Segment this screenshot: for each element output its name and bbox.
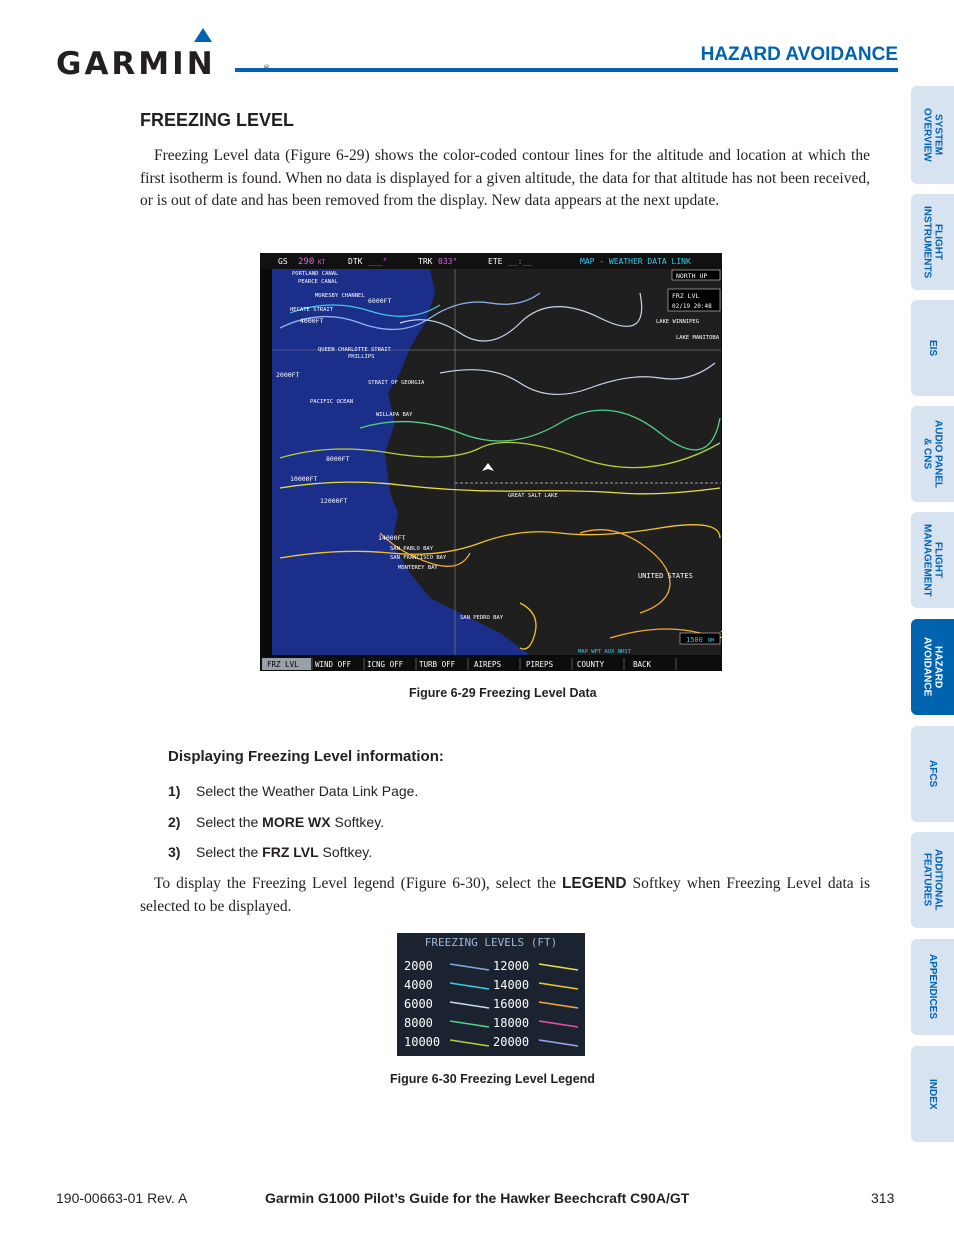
place-label: SAN PABLO BAY: [390, 546, 434, 552]
place-label: STRAIT OF GEORGIA: [368, 380, 425, 386]
intro-paragraph: Freezing Level data (Figure 6-29) shows the color-coded contour lines for the altitude and location at which the first isotherm is found. When no data is displayed for a given altitude, the data for that altitude has not been received, or is out of date and has been removed from the display. New data appears at the next update.: [140, 147, 870, 209]
map-range-unit: NM: [708, 638, 715, 644]
legend-value: 6000: [404, 997, 433, 1011]
tab-label: EIS: [927, 339, 938, 357]
gs-unit: KT: [318, 259, 326, 266]
contour-label: 4000FT: [300, 317, 324, 325]
place-label: LAKE WINNIPEG: [656, 319, 700, 325]
svg-text:NORTH UP: [676, 272, 707, 280]
tab-afcs[interactable]: [911, 726, 954, 822]
place-label: QUEEN CHARLOTTE STRAIT: [318, 347, 391, 353]
tab-system-overview[interactable]: [911, 86, 954, 184]
step-2: [168, 814, 384, 830]
contour-label: 14000FT: [378, 534, 406, 542]
legend-para-end: Softkey when Freezing Level data is selected to be displayed.: [140, 875, 870, 915]
legend-swatch: [538, 1000, 580, 1010]
tab-flight-instruments[interactable]: [911, 194, 954, 290]
legend-swatch: [538, 1019, 580, 1029]
tab-label: HAZARD AVOIDANCE: [921, 637, 944, 697]
place-label: SAN FRANCISCO BAY: [390, 555, 447, 561]
svg-text:033°: [438, 257, 457, 266]
frz-box-label: FRZ LVL: [672, 292, 700, 300]
svg-text:1500: [686, 636, 703, 644]
tab-label: SYSTEM OVERVIEW: [921, 108, 944, 162]
place-label: GREAT SALT LAKE: [508, 493, 558, 499]
ete-label: ETE: [488, 257, 503, 266]
contour-label: 2000FT: [276, 371, 300, 379]
svg-text:MAP - WEATHER DATA LINK: [580, 257, 691, 266]
step-text: Select the: [196, 814, 263, 830]
map-status-line: MAP WPT AUX NRST: [578, 649, 631, 655]
logo-triangle-icon: [194, 28, 212, 42]
tab-additional-features[interactable]: [911, 832, 954, 928]
frz-box-time: 02/19 20:48: [672, 303, 712, 310]
legend-swatch: [449, 1038, 491, 1048]
trk-value: 033°: [438, 257, 458, 266]
legend-value: 4000: [404, 978, 433, 992]
gs-label: GS: [278, 257, 288, 266]
softkey-name-frz-lvl: FRZ LVL: [262, 844, 319, 860]
place-label: PACIFIC OCEAN: [310, 399, 354, 405]
contour-label: 10000FT: [290, 475, 318, 483]
figure-6-30-caption: Figure 6-30 Freezing Level Legend: [390, 1072, 595, 1086]
tab-audio-panel-cns[interactable]: [911, 406, 954, 502]
footer-guide-title: Garmin G1000 Pilot’s Guide for the Hawker Beechcraft C90A/GT: [265, 1190, 690, 1206]
tab-label: AFCS: [927, 760, 938, 788]
place-label: PORTLAND CANAL: [292, 271, 339, 277]
legend-swatch: [449, 981, 491, 991]
weather-map-figure: [260, 253, 722, 671]
legend-swatch: [449, 1019, 491, 1029]
legend-title: FREEZING LEVELS (FT): [424, 936, 558, 949]
legend-value: 14000: [493, 978, 530, 992]
svg-text:TRK: [418, 257, 433, 266]
softkey-back: BACK: [633, 660, 652, 669]
place-label: MONTEREY BAY: [398, 565, 438, 571]
svg-text:DTK: [348, 257, 363, 266]
place-label: LAKE MANITOBA: [676, 335, 720, 341]
svg-text:KT: [318, 259, 326, 266]
legend-swatch: [449, 962, 491, 972]
place-label: PEARCE CANAL: [298, 279, 338, 285]
legend-value: 18000: [493, 1016, 530, 1030]
svg-text:290: [298, 257, 314, 267]
legend-para-start: To display the Freezing Level legend (Figure 6-30), select the: [154, 875, 562, 892]
footer-doc-number: 190-00663-01 Rev. A: [56, 1190, 188, 1206]
legend-value: 20000: [493, 1035, 530, 1049]
section-title: HAZARD AVOIDANCE: [700, 44, 898, 65]
tab-label: ADDITIONAL FEATURES: [921, 849, 944, 911]
legend-value: 10000: [404, 1035, 441, 1049]
freezing-level-legend: [397, 933, 585, 1056]
footer-page-number: 313: [871, 1190, 895, 1206]
header-rule: [235, 68, 898, 72]
tab-flight-management[interactable]: [911, 512, 954, 608]
tab-index[interactable]: [911, 1046, 954, 1142]
step-3: [168, 844, 372, 860]
step-number: 3): [168, 844, 181, 860]
tab-appendices[interactable]: [911, 939, 954, 1035]
tab-label: APPENDICES: [927, 954, 938, 1020]
softkey-pireps: PIREPS: [526, 660, 554, 669]
svg-text:MAP WPT AUX NRST: [578, 649, 632, 655]
softkey-name-more-wx: MORE WX: [262, 814, 331, 830]
map-orientation: NORTH UP: [676, 272, 708, 280]
svg-text:GS: [278, 257, 288, 266]
ete-value: __:__: [508, 257, 533, 266]
legend-swatch: [449, 1000, 491, 1010]
svg-text:__:__: [508, 257, 532, 266]
svg-text:___°: [368, 257, 387, 266]
softkey-turb-off: TURB OFF: [419, 660, 456, 669]
garmin-logo: [56, 28, 221, 82]
tab-label: FLIGHT MANAGEMENT: [921, 523, 944, 597]
softkey-aireps: AIREPS: [474, 660, 502, 669]
place-label: WILLAPA BAY: [376, 412, 413, 418]
step-text-end: Softkey.: [318, 844, 373, 860]
place-label: PHILLIPS: [348, 354, 375, 360]
step-text: Select the Weather Data Link Page.: [196, 783, 419, 799]
legend-value: 12000: [493, 959, 530, 973]
softkey-icng-off: ICNG OFF: [367, 660, 404, 669]
place-label: HECATE STRAIT: [290, 307, 334, 313]
procedure-title: Displaying Freezing Level information:: [168, 748, 444, 765]
chapter-tabs: [911, 86, 954, 1146]
svg-text:ETE: [488, 257, 503, 266]
place-label: UNITED STATES: [638, 572, 693, 580]
tab-eis[interactable]: [911, 300, 954, 396]
tab-label: FLIGHT INSTRUMENTS: [921, 205, 944, 279]
legend-swatch: [538, 1038, 580, 1048]
svg-text:NM: [708, 638, 714, 644]
contour-label: 12000FT: [320, 497, 348, 505]
svg-text:02/19 20:48: [672, 303, 712, 310]
tab-hazard-avoidance[interactable]: [911, 619, 954, 715]
contour-label: 6000FT: [368, 297, 392, 305]
contour-label: 8000FT: [326, 455, 350, 463]
legend-swatch: [538, 981, 580, 991]
legend-value: 8000: [404, 1016, 433, 1030]
map-page-title: MAP - WEATHER DATA LINK: [580, 257, 691, 266]
dtk-value: ___°: [368, 257, 388, 266]
weather-map-graphic: [260, 253, 722, 671]
gs-value: 290: [298, 257, 315, 267]
dtk-label: DTK: [348, 257, 363, 266]
svg-text:FRZ LVL: [672, 292, 699, 300]
softkey-county: COUNTY: [577, 660, 605, 669]
step-number: 2): [168, 814, 181, 830]
legend-swatch: [538, 962, 580, 972]
step-1: [168, 783, 418, 799]
softkey-frz-lvl: FRZ LVL: [267, 660, 299, 669]
step-number: 1): [168, 783, 181, 799]
step-text: Select the: [196, 844, 263, 860]
trk-label: TRK: [418, 257, 433, 266]
step-text-end: Softkey.: [330, 814, 385, 830]
map-range: 1500: [686, 636, 703, 644]
softkey-name-legend: LEGEND: [561, 875, 627, 892]
page-heading: FREEZING LEVEL: [140, 110, 295, 130]
place-label: SAN PEDRO BAY: [460, 615, 504, 621]
softkey-wind-off: WIND OFF: [315, 660, 352, 669]
legend-value: 2000: [404, 959, 433, 973]
logo-wordmark: GARMIN: [56, 46, 216, 82]
figure-6-29-caption: Figure 6-29 Freezing Level Data: [409, 686, 597, 700]
tab-label: INDEX: [927, 1078, 938, 1110]
legend-paragraph: [140, 873, 870, 918]
legend-value: 16000: [493, 997, 530, 1011]
tab-label: AUDIO PANEL & CNS: [921, 419, 944, 489]
place-label: MORESBY CHANNEL: [315, 293, 365, 299]
